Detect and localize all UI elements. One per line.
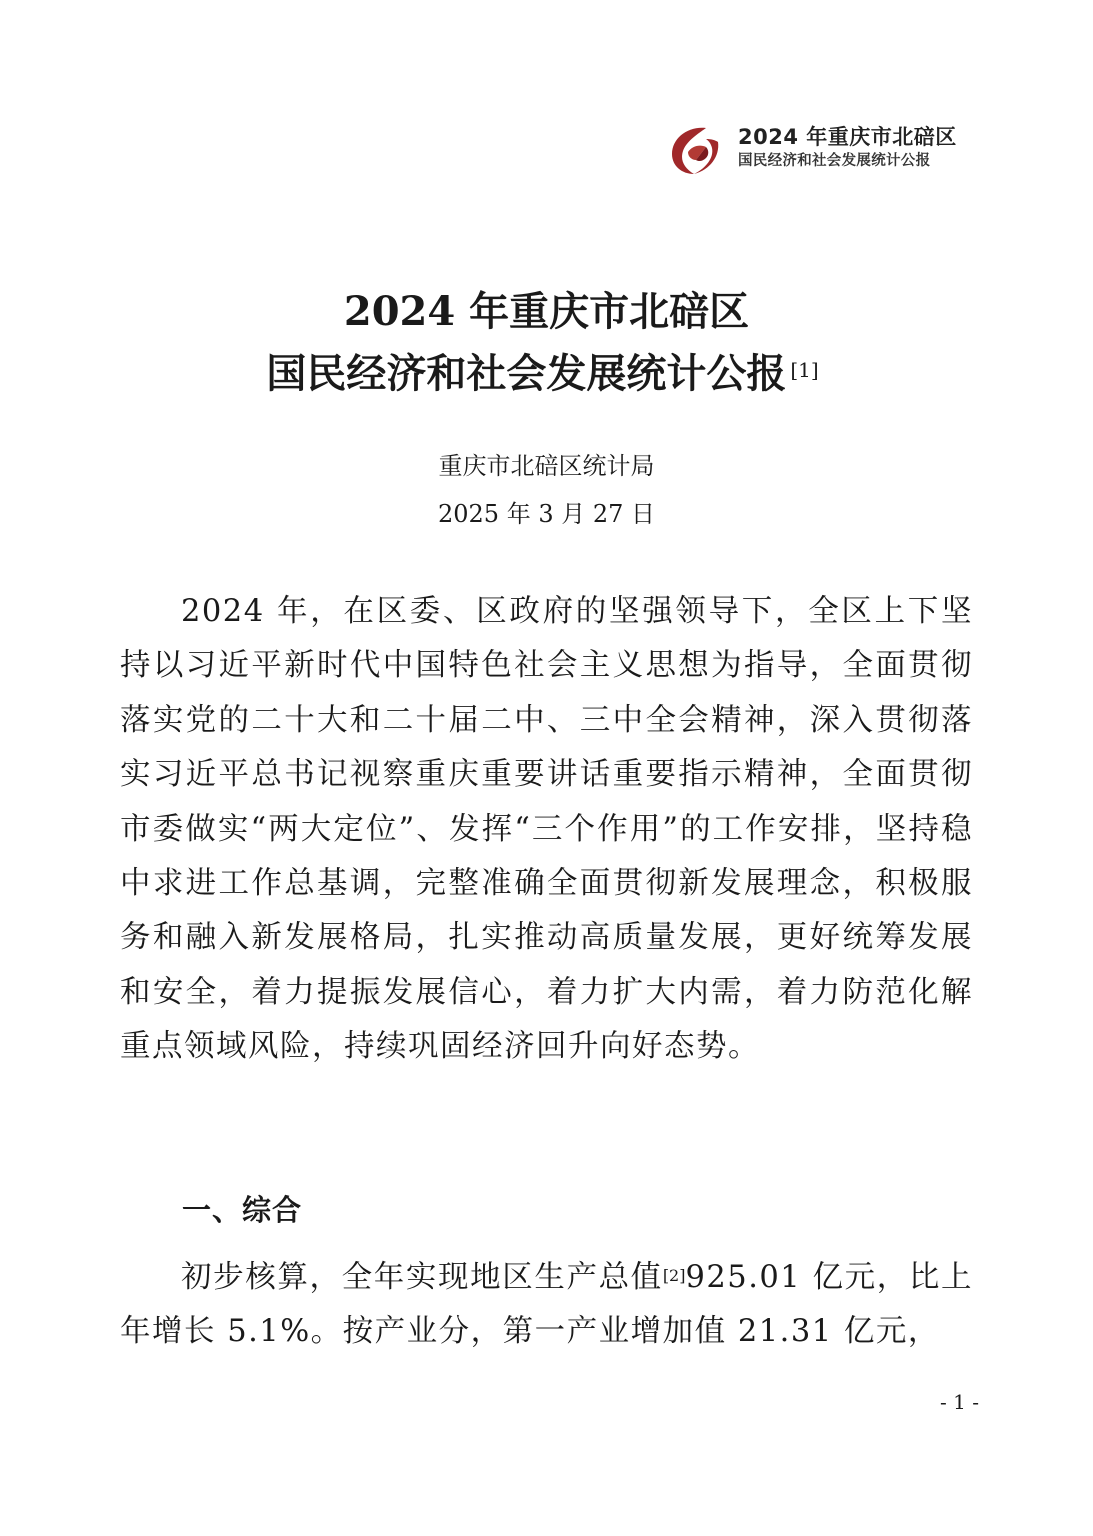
document-title-line2-text: 国民经济和社会发展统计公报 — [266, 350, 787, 397]
header-subtitle: 国民经济和社会发展统计公报 — [738, 153, 931, 169]
section-paragraph-part2: 925.01 亿元，比上年增长 5.1%。按产业分，第一产业增加值 21.31 亿元， — [120, 1260, 974, 1350]
section-heading: 一、综合 — [182, 1193, 303, 1227]
header-text — [738, 124, 957, 172]
page-header — [666, 118, 996, 184]
document-date: 2025 年 3 月 27 日 — [437, 500, 656, 528]
document-author: 重庆市北碚区统计局 — [438, 452, 655, 480]
section-paragraph — [120, 1251, 973, 1360]
header-title: 2024 年重庆市北碚区 — [738, 125, 957, 149]
document-title-line2 — [0, 350, 1089, 398]
intro-paragraph: 2024 年，在区委、区政府的坚强领导下，全区上下坚持以习近平新时代中国特色社会主义思想为指导，全面贯彻落实党的二十大和二十届二中、三中全会精神，深入贯彻落实习近平总书记视察重庆重要讲话重要指示精神，全面贯彻市委做实“两大定位”、发挥“三个作用”的工作安排，坚持稳中求进工作总基调，完整准确全面贯彻新发展理念，积极服务和融入新发展格局，扎实推动高质量发展，更好统筹发展和安全，着力提振发展信心，着力扩大内需，着力防范化解重点领域风险，持续巩固经济回升向好态势。 — [120, 594, 973, 1065]
section-paragraph-part1: 初步核算，全年实现地区生产总值 — [181, 1260, 663, 1295]
gdp-footnote-marker: [2] — [662, 1266, 686, 1285]
title-footnote-marker: [1] — [790, 358, 819, 382]
logo-swirl-icon — [666, 122, 724, 180]
document-title-line1: 2024 年重庆市北碚区 — [343, 288, 750, 335]
page-number: - 1 - — [940, 1390, 979, 1414]
